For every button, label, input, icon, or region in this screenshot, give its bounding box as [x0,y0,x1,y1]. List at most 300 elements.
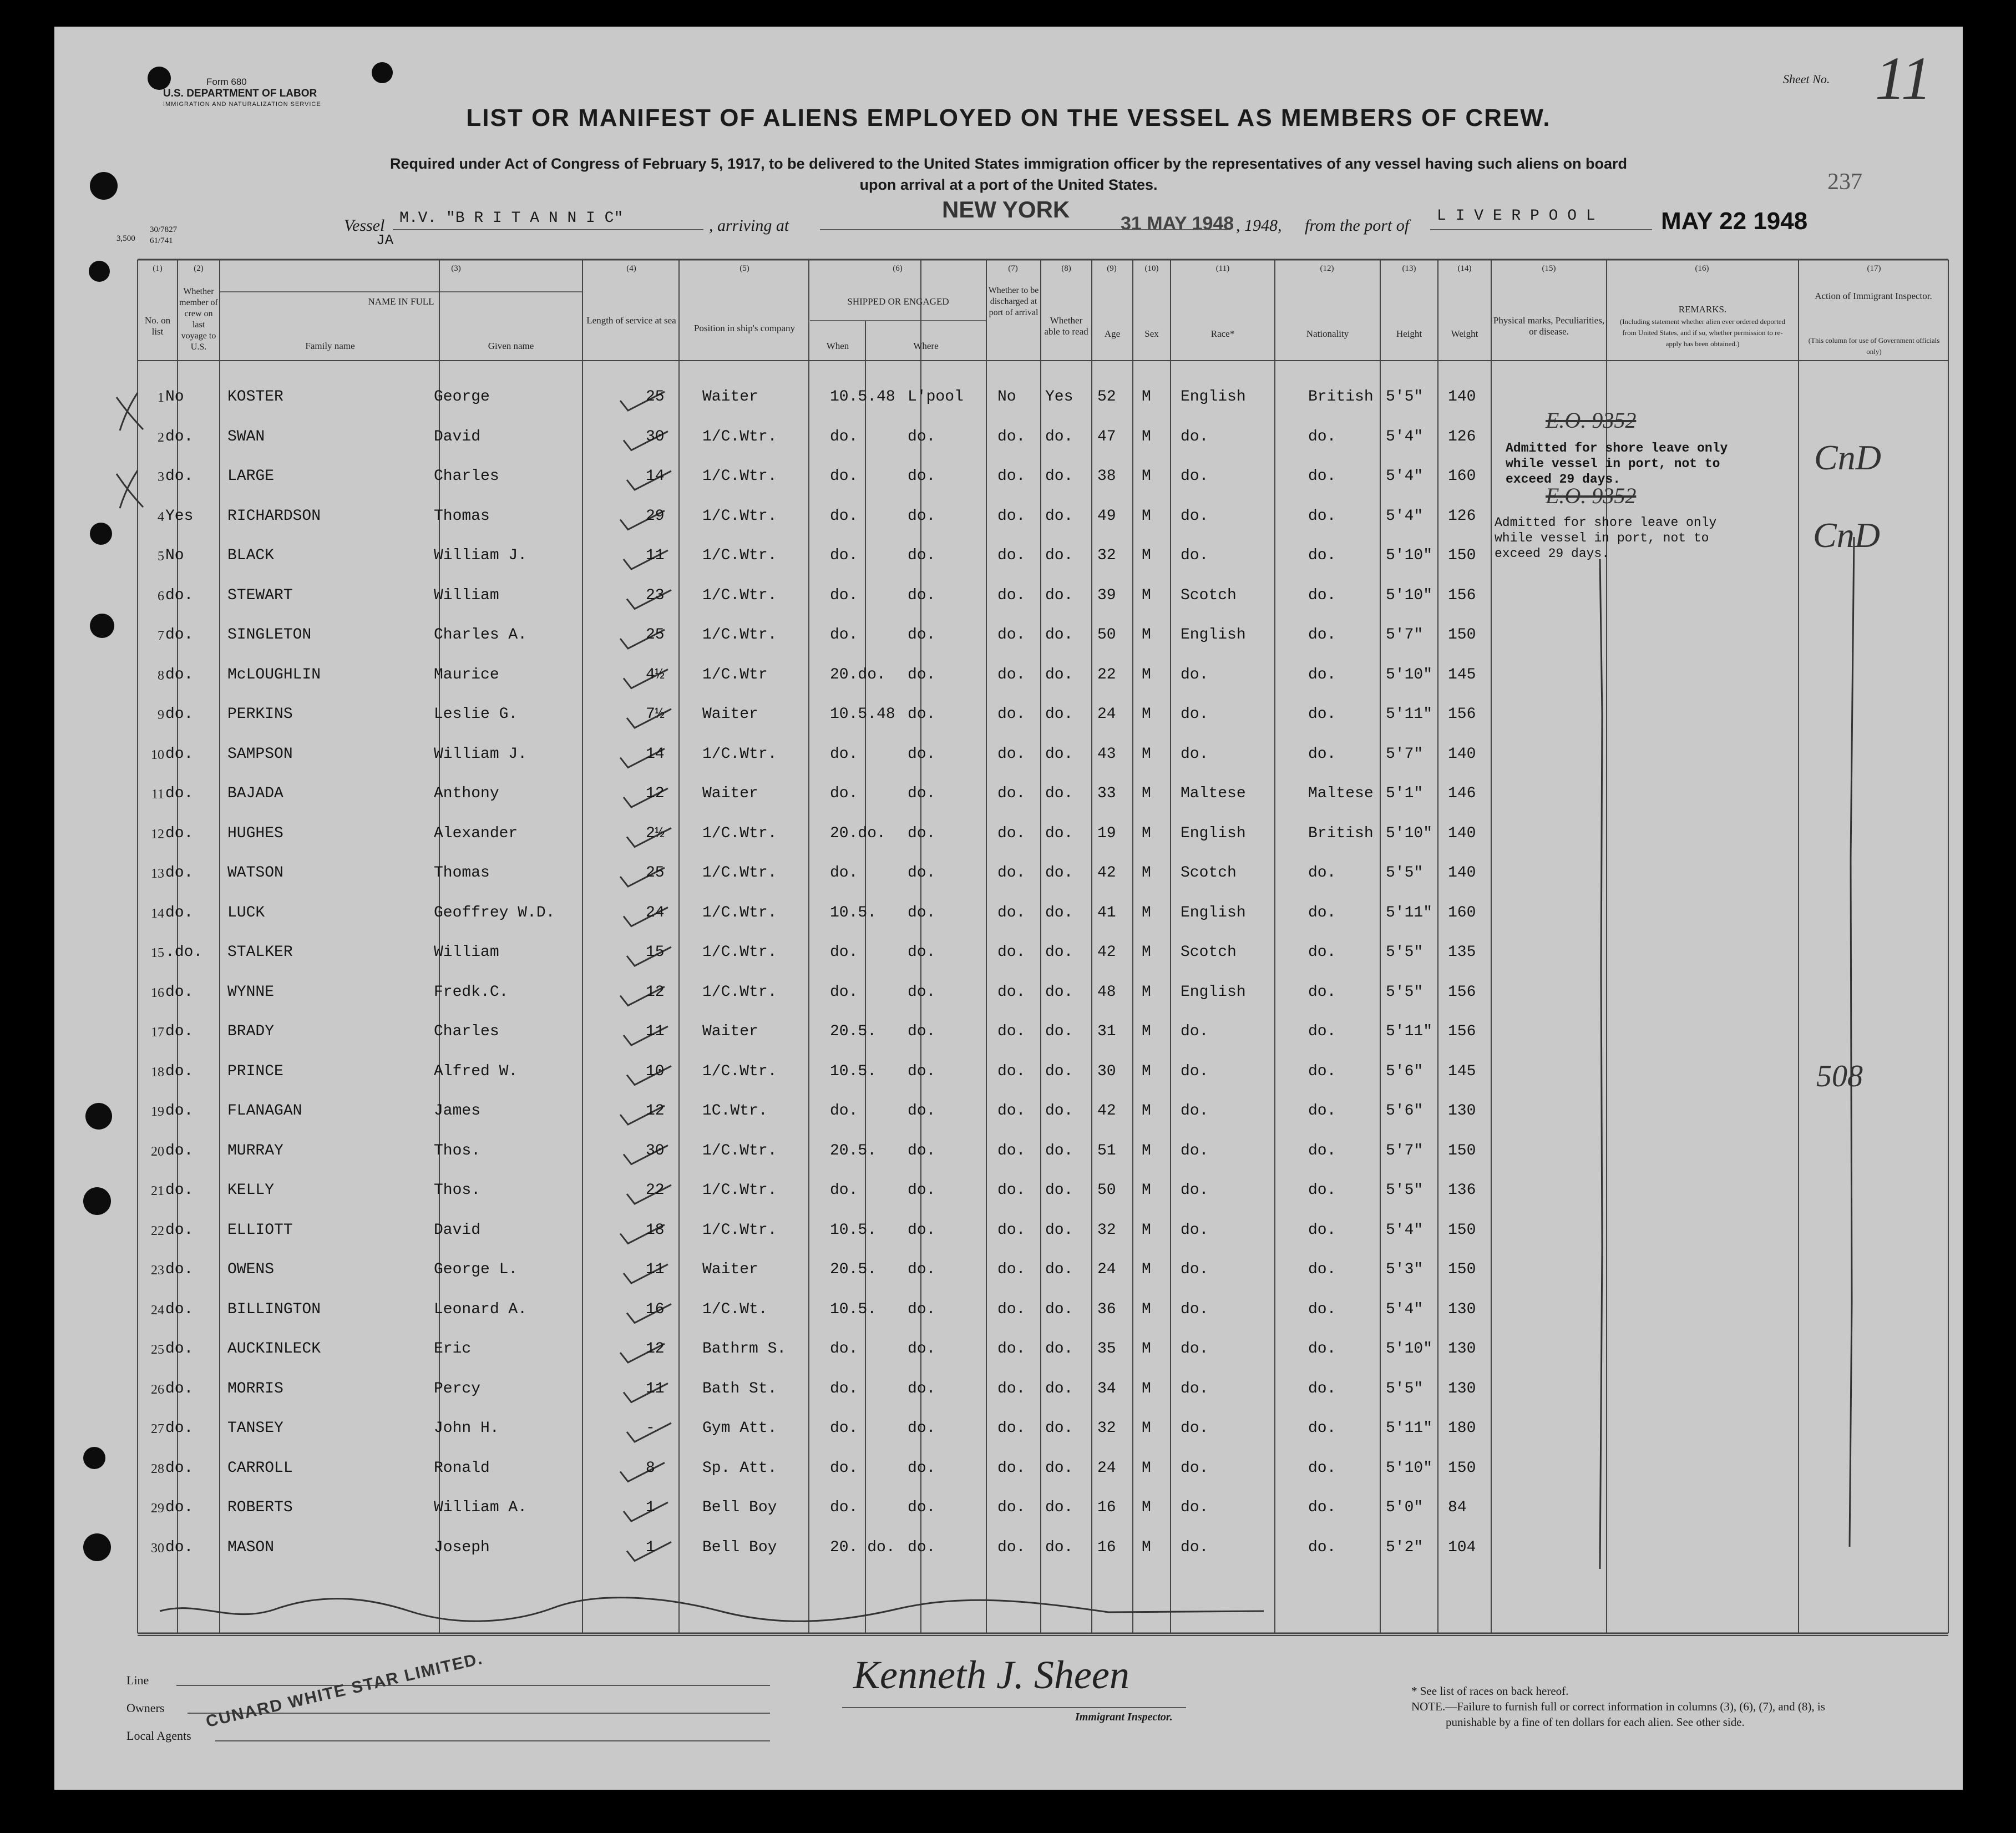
cell-sex: M [1142,1340,1151,1358]
cell-when: do. [830,507,858,525]
cell-race: do. [1181,1380,1209,1397]
cell-race: do. [1181,1300,1209,1318]
column-number: (14) [1457,264,1472,273]
cell-given: George [434,388,490,406]
cell-where: do. [908,1499,936,1516]
cell-given: Thos. [434,1182,481,1199]
cell-position: 1C.Wtr. [702,1102,768,1120]
cell-family: WATSON [227,864,283,882]
cell-no: 17 [151,1025,164,1040]
cell-position: 1/C.Wt. [702,1300,768,1318]
cell-weight: 130 [1448,1300,1476,1318]
cell-height: 5'6" [1386,1102,1424,1120]
column-number: (4) [626,264,636,273]
cell-prev: .do. [165,944,203,961]
cell-position: 1/C.Wtr. [702,904,777,921]
cell-when: do. [830,1459,858,1477]
cell-family: FLANAGAN [227,1102,302,1120]
cell-when: do. [830,1420,858,1437]
cell-race: do. [1181,706,1209,723]
cell-race: do. [1181,1340,1209,1358]
cell-position: Waiter [702,1023,758,1040]
column-number: (16) [1695,264,1709,273]
arriving-label: , arriving at [709,216,789,235]
header-family-name: Family name [305,341,355,351]
cell-sex: M [1142,1300,1151,1318]
cell-where: do. [908,1340,936,1358]
cell-sex: M [1142,1062,1151,1080]
cell-discharged: do. [997,1142,1026,1159]
cell-given: Charles A. [434,626,528,644]
cell-position: 1/C.Wtr. [702,428,777,445]
cell-service: 30 [646,1142,665,1159]
cell-position: Waiter [702,1261,758,1278]
cell-weight: 104 [1448,1538,1476,1556]
cell-height: 5'4" [1386,1221,1424,1239]
column-number: (15) [1542,264,1556,273]
column-number: (17) [1867,264,1881,273]
cell-nationality: do. [1308,1102,1336,1120]
cell-read: do. [1045,468,1073,485]
cell-sex: M [1142,547,1151,564]
cell-position: 1/C.Wtr. [702,626,777,644]
cell-when: do. [830,1499,858,1516]
cell-sex: M [1142,864,1151,882]
cell-nationality: do. [1308,547,1336,564]
cell-no: 27 [151,1422,164,1436]
cell-where: do. [908,904,936,921]
cell-race: English [1181,388,1246,406]
cell-no: 6 [158,589,164,604]
cell-age: 47 [1097,428,1116,445]
cell-weight: 140 [1448,864,1476,882]
cell-position: 1/C.Wtr. [702,944,777,961]
cell-position: 1/C.Wtr. [702,468,777,485]
cell-when: do. [830,428,858,445]
cell-sex: M [1142,1221,1151,1239]
cell-weight: 126 [1448,428,1476,445]
cell-prev: do. [165,785,194,802]
cell-family: WYNNE [227,983,275,1001]
cell-no: 2 [158,430,164,445]
cell-when: 10.5. [830,1062,877,1080]
column-number: (6) [893,264,903,273]
cell-given: Thomas [434,864,490,882]
cell-no: 5 [158,549,164,564]
cell-service: 25 [646,388,665,406]
cell-where: do. [908,586,936,604]
cell-given: Leonard A. [434,1300,528,1318]
cell-family: MASON [227,1538,275,1556]
column-number: (1) [153,264,163,273]
cell-sex: M [1142,1182,1151,1199]
cell-discharged: do. [997,1420,1026,1437]
cell-position: 1/C.Wtr. [702,983,777,1001]
cell-prev: do. [165,626,194,644]
column-number: (2) [194,264,204,273]
cell-position: 1/C.Wtr. [702,745,777,763]
cell-position: 1/C.Wtr. [702,547,777,564]
cell-when: 20.5. [830,1023,877,1040]
cell-read: do. [1045,547,1073,564]
cell-service: 12 [646,1340,665,1358]
cell-given: Eric [434,1340,472,1358]
cell-nationality: do. [1308,1459,1336,1477]
cell-read: do. [1045,1023,1073,1040]
cell-no: 20 [151,1144,164,1159]
cell-race: do. [1181,1182,1209,1199]
cell-read: do. [1045,586,1073,604]
fine-note: punishable by a fine of ten dollars for each alien. See other side. [1446,1715,1745,1729]
cell-where: do. [908,785,936,802]
cell-prev: do. [165,983,194,1001]
cell-race: do. [1181,745,1209,763]
cell-given: George L. [434,1261,518,1278]
cell-given: Charles [434,468,499,485]
cell-height: 5'7" [1386,626,1424,644]
inspector-mark: 508 [1816,1059,1863,1093]
cell-weight: 156 [1448,586,1476,604]
cell-family: BLACK [227,547,275,564]
date-stamp: MAY 22 1948 [1661,207,1808,235]
cell-nationality: Maltese [1308,785,1374,802]
page-number: 237 [1827,169,1862,195]
cell-no: 22 [151,1223,164,1238]
cell-weight: 140 [1448,824,1476,842]
cell-prev: Yes [165,507,194,525]
header-nationality: Nationality [1306,328,1349,339]
cell-nationality: do. [1308,1261,1336,1278]
cell-prev: do. [165,1102,194,1120]
cell-service: 30 [646,428,665,445]
cell-position: 1/C.Wtr. [702,824,777,842]
cell-where: do. [908,1538,936,1556]
cell-nationality: do. [1308,586,1336,604]
cell-read: do. [1045,1062,1073,1080]
cell-read: do. [1045,1420,1073,1437]
cell-when: do. [830,547,858,564]
cell-race: English [1181,626,1246,644]
cell-given: William [434,944,499,961]
cell-position: Bell Boy [702,1499,777,1516]
cell-race: do. [1181,1221,1209,1239]
cell-family: HUGHES [227,824,283,842]
cell-prev: do. [165,428,194,445]
cell-given: Percy [434,1380,481,1397]
header-when: When [826,341,849,351]
margin-code: 30/7827 [150,225,178,234]
cell-race: do. [1181,468,1209,485]
cell-prev: do. [165,1261,194,1278]
cell-where: do. [908,1459,936,1477]
cell-race: do. [1181,1459,1209,1477]
cell-prev: do. [165,1380,194,1397]
cell-when: do. [830,1102,858,1120]
owners-label: Owners [126,1701,165,1715]
cell-age: 49 [1097,507,1116,525]
cell-service: 12 [646,785,665,802]
cell-discharged: do. [997,824,1026,842]
cell-height: 5'5" [1386,1182,1424,1199]
cell-when: do. [830,785,858,802]
column-number: (5) [739,264,749,273]
cell-age: 24 [1097,1459,1116,1477]
cell-given: William J. [434,745,528,763]
cell-given: Thos. [434,1142,481,1159]
cell-race: do. [1181,1261,1209,1278]
arrival-date-stamp: 31 MAY 1948 [1121,213,1234,234]
column-number: (7) [1008,264,1018,273]
cell-family: BILLINGTON [227,1300,321,1318]
cell-age: 34 [1097,1380,1116,1397]
cell-family: BAJADA [227,785,283,802]
cell-weight: 130 [1448,1102,1476,1120]
cell-read: do. [1045,507,1073,525]
cell-prev: do. [165,1182,194,1199]
cell-no: 18 [151,1065,164,1080]
cell-race: English [1181,904,1246,921]
cell-position: 1/C.Wtr. [702,1142,777,1159]
header-race: Race* [1210,328,1235,339]
cell-nationality: do. [1308,904,1336,921]
cell-when: 10.5. [830,1221,877,1239]
remarks-note: Admitted for shore leave only while vessel in port, not to exceed 29 days. [1506,441,1728,487]
cell-age: 39 [1097,586,1116,604]
cell-sex: M [1142,1380,1151,1397]
inspector-signature: Kenneth J. Sheen [853,1653,1129,1697]
cell-where: do. [908,1420,936,1437]
cell-height: 5'11" [1386,706,1433,723]
cell-weight: 160 [1448,904,1476,921]
cell-nationality: do. [1308,1182,1336,1199]
cell-given: Charles [434,1023,499,1040]
cell-sex: M [1142,944,1151,961]
cell-sex: M [1142,1102,1151,1120]
cell-service: 12 [646,983,665,1001]
cell-no: 21 [151,1184,164,1198]
margin-code: 3,500 [116,234,135,243]
cell-weight: 145 [1448,666,1476,683]
cell-read: Yes [1045,388,1073,406]
sheet-label: Sheet No. [1783,72,1830,86]
cell-sex: M [1142,824,1151,842]
cell-prev: No [165,547,184,564]
cell-weight: 160 [1448,468,1476,485]
cell-when: do. [830,586,858,604]
cell-when: do. [830,944,858,961]
cell-weight: 135 [1448,944,1476,961]
cell-read: do. [1045,944,1073,961]
header-action-note: (This column for use of Government officials only) [1808,336,1940,356]
header-height: Height [1396,328,1422,339]
cell-where: do. [908,1182,936,1199]
cell-given: Thomas [434,507,490,525]
cell-prev: do. [165,1300,194,1318]
column-number: (11) [1215,264,1230,273]
cell-no: 4 [158,509,164,524]
cell-no: 8 [158,668,164,683]
cell-position: 1/C.Wtr. [702,507,777,525]
cell-sex: M [1142,983,1151,1001]
header-able-to-read: Whether able to read [1044,315,1088,337]
cell-race: do. [1181,1499,1209,1516]
cell-height: 5'11" [1386,1023,1433,1040]
cell-when: 20.do. [830,824,886,842]
cell-given: Ronald [434,1459,490,1477]
cell-height: 5'5" [1386,983,1424,1001]
cell-given: Maurice [434,666,499,683]
cell-family: STEWART [227,586,293,604]
cell-read: do. [1045,1261,1073,1278]
cell-age: 24 [1097,706,1116,723]
cell-service: - [646,1420,655,1437]
cell-discharged: do. [997,944,1026,961]
cell-discharged: do. [997,468,1026,485]
cell-sex: M [1142,1538,1151,1556]
cell-race: do. [1181,1538,1209,1556]
cell-when: do. [830,626,858,644]
cell-prev: do. [165,824,194,842]
fine-note: NOTE.—Failure to furnish full or correct information in columns (3), (6), (7), and (8), is [1411,1700,1825,1713]
cell-read: do. [1045,983,1073,1001]
cell-weight: 130 [1448,1340,1476,1358]
margin-code: 61/741 [150,236,173,245]
cell-age: 32 [1097,1221,1116,1239]
cell-weight: 145 [1448,1062,1476,1080]
header-sex: Sex [1144,328,1159,339]
cell-no: 26 [151,1382,164,1397]
cell-age: 42 [1097,944,1116,961]
column-number: (12) [1320,264,1334,273]
cell-where: do. [908,864,936,882]
manifest-title: LIST OR MANIFEST OF ALIENS EMPLOYED ON THE VESSEL AS MEMBERS OF CREW. [466,104,1551,131]
header-member-last-voyage: Whether member of crew on last voyage to U.S. [179,287,218,352]
cell-position: Bath St. [702,1380,777,1397]
cell-discharged: No [997,388,1016,406]
cell-position: Bell Boy [702,1538,777,1556]
cell-no: 30 [151,1541,164,1556]
cell-prev: No [165,388,184,406]
cell-family: McLOUGHLIN [227,666,321,683]
cell-no: 25 [151,1343,164,1357]
cell-no: 13 [151,867,164,881]
cell-age: 35 [1097,1340,1116,1358]
cell-prev: do. [165,1538,194,1556]
cell-read: do. [1045,745,1073,763]
cell-family: SINGLETON [227,626,312,644]
cell-height: 5'1" [1386,785,1424,802]
cell-service: 8 [646,1459,655,1477]
cell-where: do. [908,428,936,445]
cell-no: 11 [151,787,164,802]
cell-height: 5'10" [1386,824,1433,842]
cell-weight: 150 [1448,1142,1476,1159]
cell-weight: 140 [1448,388,1476,406]
cell-family: TANSEY [227,1420,283,1437]
cell-weight: 126 [1448,507,1476,525]
cell-height: 5'6" [1386,1062,1424,1080]
cell-race: Scotch [1181,944,1237,961]
inspector-mark: CnD [1814,438,1881,477]
cell-read: do. [1045,1340,1073,1358]
cell-position: Gym Att. [702,1420,777,1437]
cell-sex: M [1142,666,1151,683]
header-given-name: Given name [488,341,534,351]
cell-prev: do. [165,1062,194,1080]
cell-sex: M [1142,1142,1151,1159]
cell-age: 50 [1097,626,1116,644]
cell-no: 28 [151,1461,164,1476]
cell-when: 10.5.48 [830,388,895,406]
cell-service: 2½ [646,824,665,842]
cell-height: 5'11" [1386,1420,1433,1437]
cell-race: English [1181,983,1246,1001]
cell-nationality: do. [1308,864,1336,882]
cell-prev: do. [165,745,194,763]
column-number: (9) [1107,264,1117,273]
remarks-strike-code: E.O. 9352 [1546,483,1637,508]
cell-read: do. [1045,904,1073,921]
cell-where: do. [908,824,936,842]
cell-sex: M [1142,428,1151,445]
cell-family: KELLY [227,1182,275,1199]
header-shipped-engaged: SHIPPED OR ENGAGED [847,296,949,307]
cell-nationality: do. [1308,1538,1336,1556]
cell-read: do. [1045,626,1073,644]
cell-no: 24 [151,1303,164,1318]
cell-weight: 140 [1448,745,1476,763]
cell-discharged: do. [997,1340,1026,1358]
cell-prev: do. [165,1459,194,1477]
line-label: Line [126,1673,149,1687]
cell-where: do. [908,468,936,485]
cell-age: 36 [1097,1300,1116,1318]
cell-weight: 156 [1448,983,1476,1001]
cell-no: 16 [151,985,164,1000]
cell-given: Leslie G. [434,706,518,723]
cell-age: 31 [1097,1023,1116,1040]
cell-given: James [434,1102,481,1120]
cell-nationality: do. [1308,983,1336,1001]
cell-height: 5'5" [1386,388,1424,406]
cell-where: do. [908,1023,936,1040]
cell-service: 18 [646,1221,665,1239]
cell-discharged: do. [997,1221,1026,1239]
manifest-subtitle: Required under Act of Congress of February 5, 1917, to be delivered to the United States immigration officer by the representatives of any vessel having such aliens on board [389,155,1628,172]
departure-port: L I V E R P O O L [1437,207,1595,225]
cell-nationality: do. [1308,1499,1336,1516]
cell-age: 22 [1097,666,1116,683]
cell-weight: 136 [1448,1182,1476,1199]
cell-discharged: do. [997,1182,1026,1199]
header-length-service: Length of service at sea [586,315,676,326]
cell-prev: do. [165,586,194,604]
cell-family: SWAN [227,428,265,445]
cell-height: 5'4" [1386,428,1424,445]
remarks-strike-code: E.O. 9352 [1546,408,1637,433]
vessel-label: Vessel [344,216,385,235]
cell-position: Waiter [702,706,758,723]
cell-family: MURRAY [227,1142,283,1159]
cell-service: 11 [646,1023,665,1040]
cell-discharged: do. [997,1261,1026,1278]
cell-sex: M [1142,507,1151,525]
cell-service: 12 [646,1102,665,1120]
header-age: Age [1104,328,1121,339]
cell-where: do. [908,706,936,723]
cell-sex: M [1142,626,1151,644]
cell-when: do. [830,1380,858,1397]
